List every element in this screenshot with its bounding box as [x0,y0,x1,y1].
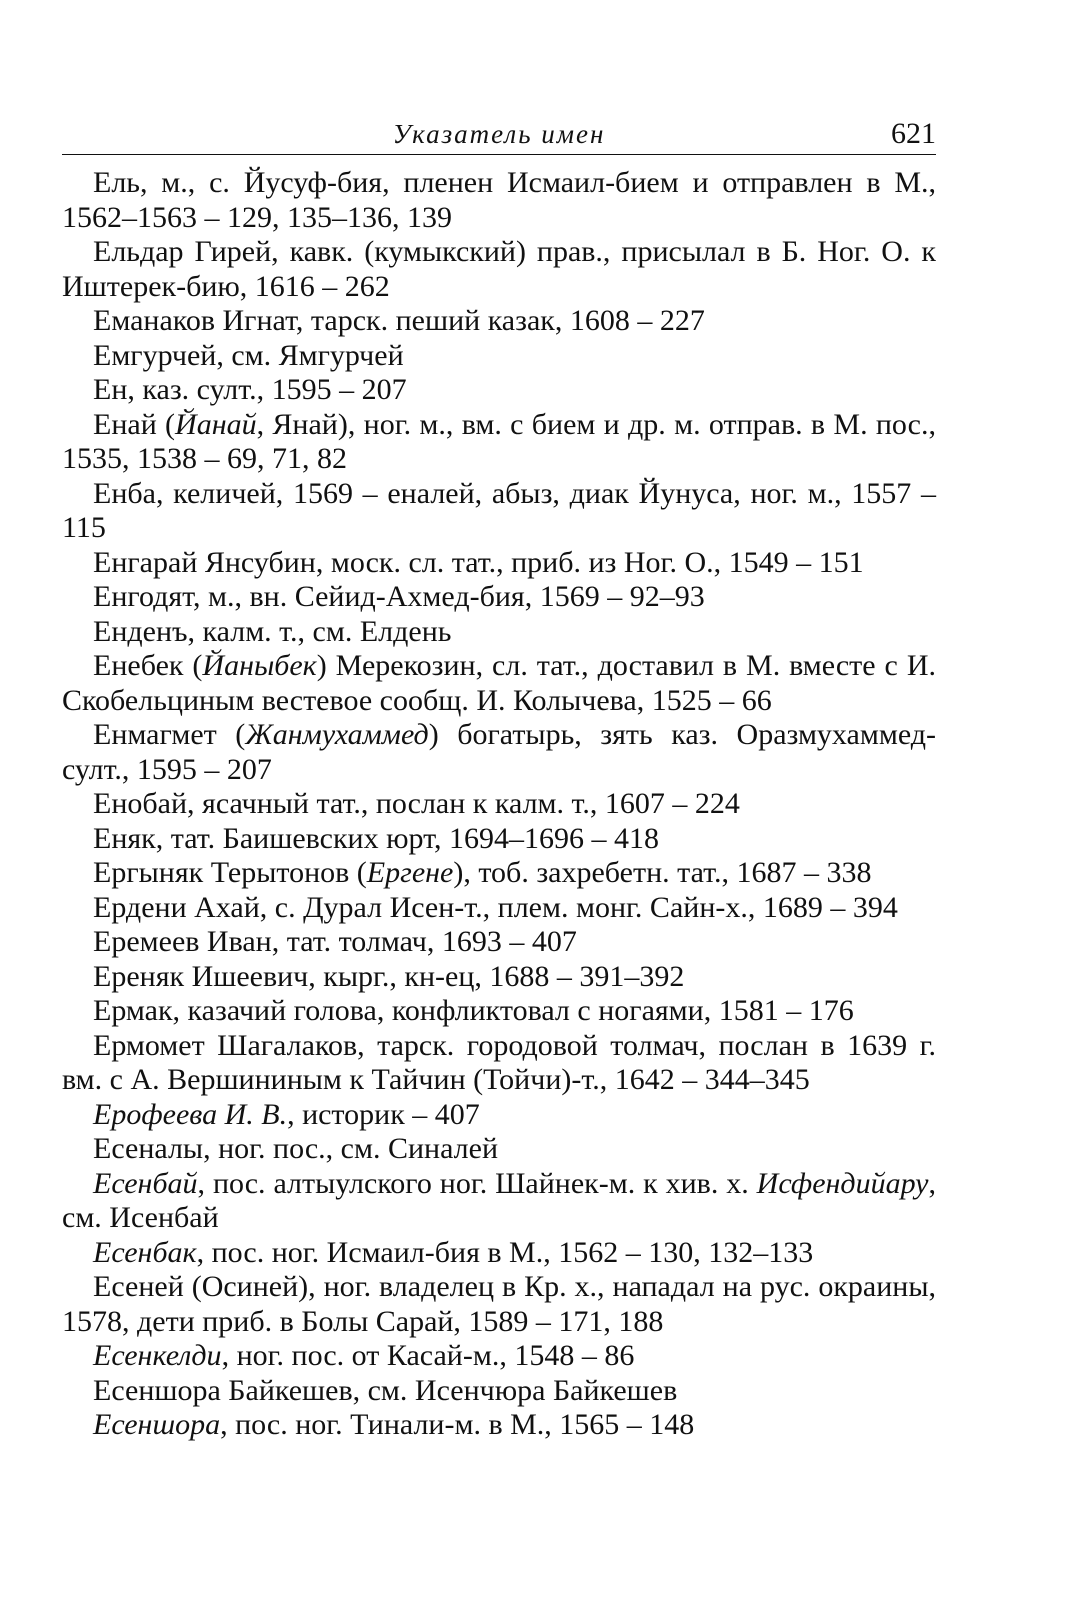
entry-text: Енай ( [93,407,176,441]
index-entry [62,1408,936,1443]
entry-italic-text: Есенкелди [93,1339,222,1372]
index-entry [62,787,936,822]
entry-text: Ен, каз. султ., 1595 – 207 [93,373,407,406]
index-entry [62,891,936,926]
entry-text: Енебек ( [93,649,203,682]
entry-italic-text: Исфендийару [756,1166,929,1200]
index-entry [62,546,936,581]
entry-text: Енденъ, калм. т., см. Елдень [93,614,452,648]
entry-text: Еняк, тат. Баишевских юрт, 1694–1696 – 418 [93,821,659,855]
header-rule [62,154,936,155]
page-number: 621 [891,117,936,150]
entry-italic-text: Есенбай [93,1166,198,1200]
entry-italic-text: Есенбак [93,1235,197,1269]
entry-text: Есеналы, ног. пос., см. Синалей [93,1132,499,1165]
entry-text: Ергыняк Терытонов ( [93,856,367,889]
entry-italic-text: Ергене [366,856,454,889]
index-entry [62,1374,936,1409]
index-entries [62,166,936,1443]
entry-text: Ереняк Ишеевич, кырг., кн-ец, 1688 – 391–392 [93,959,685,993]
index-entry [62,235,936,304]
index-entry [62,1236,936,1271]
entry-text: Енмагмет ( [93,718,246,751]
entry-text: ) Мерекозин, сл. тат., доставил в М. вместе с И. Скобельциным вестевое сообщ. И. Колычева, 1525 – 66 [62,649,936,717]
index-entry [62,718,936,787]
entry-text: Емгурчей, см. Ямгурчей [93,338,404,372]
entry-text: Еманаков Игнат, тарск. пеший казак, 1608 – 227 [93,304,705,337]
index-entry [62,373,936,408]
index-entry [62,1098,936,1133]
entry-text: Енгарай Янсубин, моск. сл. тат., приб. из Ног. О., 1549 – 151 [93,545,864,579]
index-entry [62,960,936,995]
entry-text: Енба, келичей, 1569 – еналей, абыз, диак Йунуса, ног. м., 1557 – 115 [62,476,936,544]
entry-text: Есеншора Байкешев, см. Исенчюра Байкешев [93,1373,678,1407]
index-entry [62,580,936,615]
entry-text: Ельдар Гирей, кавк. (кумыкский) прав., присылал в Б. Ног. О. к Иштерек-бию, 1616 – 262 [62,235,936,303]
index-entry [62,1167,936,1236]
index-entry [62,166,936,235]
entry-text: Есеней (Осиней), ног. владелец в Кр. х., нападал на рус. окраины, 1578, дети приб. в Болы Сарай, 1589 – 171, 188 [62,1270,936,1338]
entry-text: , пос. алтыулского ног. Шайнек-м. к хив. х. [197,1166,757,1200]
entry-text: ) богатырь, зять каз. Оразмухаммед-султ., 1595 – 207 [62,718,936,786]
index-entry [62,1029,936,1098]
entry-text: , пос. ног. Исмаил-бия в М., 1562 – 130, 132–133 [196,1235,814,1269]
running-head [62,112,936,156]
index-entry [62,925,936,960]
entry-text: Ердени Ахай, с. Дурал Исен-т., плем. монг. Сайн-х., 1689 – 394 [93,890,898,924]
entry-italic-text: Ерофеева И. В. [93,1097,288,1131]
entry-text: Ермак, казачий голова, конфликтовал с ногаями, 1581 – 176 [93,994,854,1027]
index-entry [62,304,936,339]
entry-text: , ног. пос. от Касай-м., 1548 – 86 [221,1339,635,1372]
entry-text: Ермомет Шагалаков, тарск. городовой толмач, послан в 1639 г. вм. с А. Вершининым к Тайчин (Тойчи)-т., 1642 – 344–345 [62,1028,936,1096]
running-title: Указатель имен [392,119,606,149]
index-entry [62,994,936,1029]
index-entry [62,477,936,546]
index-entry [62,856,936,891]
entry-italic-text: Йаныбек [202,649,317,682]
entry-text: Еремеев Иван, тат. толмач, 1693 – 407 [93,925,577,958]
index-entry [62,1132,936,1167]
entry-text: , см. Исенбай [62,1166,936,1234]
entry-italic-text: Жанмухаммед [245,718,429,751]
index-entry [62,1339,936,1374]
index-entry [62,822,936,857]
index-entry [62,649,936,718]
entry-text: , пос. ног. Тинали-м. в М., 1565 – 148 [220,1408,695,1441]
entry-text: , Янай), ног. м., вм. с бием и др. м. отправ. в М. пос., 1535, 1538 – 69, 71, 82 [62,407,936,475]
entry-text: ), тоб. захребетн. тат., 1687 – 338 [453,856,872,889]
index-entry [62,339,936,374]
index-entry [62,1270,936,1339]
entry-text: Ель, м., с. Йусуф-бия, пленен Исмаил-бием и отправлен в М., 1562–1563 – 129, 135–136, 139 [62,166,936,234]
index-entry [62,408,936,477]
entry-text: Енобай, ясачный тат., послан к калм. т., 1607 – 224 [93,787,740,820]
index-entry [62,615,936,650]
entry-italic-text: Йанай [175,407,257,441]
entry-italic-text: Есеншора [93,1408,221,1441]
entry-text: Енгодят, м., вн. Сейид-Ахмед-бия, 1569 – 92–93 [93,580,705,613]
entry-text: , историк – 407 [287,1097,480,1131]
